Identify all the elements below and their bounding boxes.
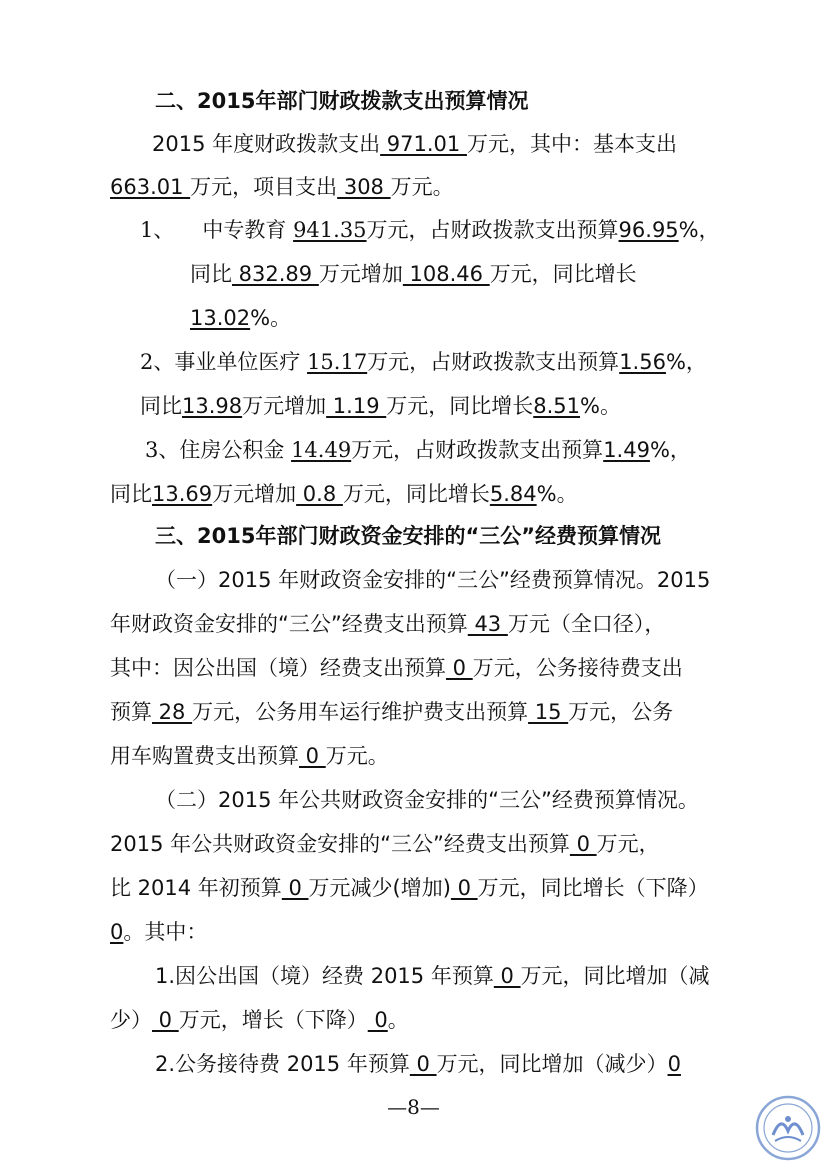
list-item-3: 3、住房公积金 14.49万元，占财政拨款支出预算1.49%， xyxy=(145,438,691,462)
underlined-value: 0 xyxy=(110,920,124,944)
school-seal-icon xyxy=(755,1095,821,1161)
underlined-value: 663.01 xyxy=(110,175,191,199)
paragraph-line: 13.02%。 xyxy=(190,306,292,330)
underlined-value: 43 xyxy=(467,612,508,636)
underlined-value: 0 xyxy=(299,744,326,768)
paragraph-line: 其中：因公出国（境）经费支出预算 0 万元，公务接待费支出 xyxy=(110,656,683,680)
underlined-value: 0 xyxy=(667,1052,681,1076)
paragraph-line: 同比13.98万元增加 1.19 万元，同比增长8.51%。 xyxy=(140,394,621,418)
underlined-value: 0.8 xyxy=(296,482,343,506)
underlined-value: 308 xyxy=(337,175,391,199)
underlined-value: 1.56 xyxy=(619,350,666,374)
paragraph-line: 663.01 万元，项目支出 308 万元。 xyxy=(110,175,454,199)
underlined-value: 96.95 xyxy=(618,218,679,242)
underlined-value: 0 xyxy=(367,1008,388,1032)
underlined-value: 0 xyxy=(446,656,473,680)
underlined-value: 0 xyxy=(569,832,597,856)
heading-section-3: 三、2015年部门财政资金安排的“三公”经费预算情况 xyxy=(155,524,662,548)
underlined-value: 0 xyxy=(152,1008,179,1032)
list-item-1: 1、 中专教育 941.35万元，占财政拨款支出预算96.95%， xyxy=(140,218,720,242)
underlined-value: 13.02 xyxy=(190,306,251,330)
underlined-value: 832.89 xyxy=(232,262,319,286)
paragraph-line: 2015 年度财政拨款支出 971.01 万元，其中：基本支出 xyxy=(152,132,677,156)
paragraph-line: 预算 28 万元，公务用车运行维护费支出预算 15 万元，公务 xyxy=(110,700,674,724)
paragraph-line: （一）2015 年财政资金安排的“三公”经费预算情况。2015 xyxy=(155,568,711,592)
heading-section-2: 二、2015年部门财政拨款支出预算情况 xyxy=(155,89,529,113)
underlined-value: 941.35 xyxy=(293,218,367,242)
paragraph-line: 2.公务接待费 2015 年预算 0 万元，同比增加（减少）0 xyxy=(155,1052,681,1076)
paragraph-line: 0。其中： xyxy=(110,920,208,944)
paragraph-line: 用车购置费支出预算 0 万元。 xyxy=(110,744,389,768)
list-item-2: 2、事业单位医疗 15.17万元，占财政拨款支出预算1.56%， xyxy=(140,350,707,374)
paragraph-line: 1.因公出国（境）经费 2015 年预算 0 万元，同比增加（减 xyxy=(155,964,710,988)
paragraph-line: 年财政资金安排的“三公”经费支出预算 43 万元（全口径）， xyxy=(110,612,666,636)
underlined-value: 14.49 xyxy=(291,438,352,462)
paragraph-line: 同比 832.89 万元增加 108.46 万元，同比增长 xyxy=(190,262,637,286)
underlined-value: 5.84 xyxy=(489,482,537,506)
underlined-value: 0 xyxy=(493,964,521,988)
underlined-value: 28 xyxy=(152,700,193,724)
underlined-value: 15.17 xyxy=(307,350,368,374)
underlined-value: 8.51 xyxy=(533,394,580,418)
underlined-value: 108.46 xyxy=(402,262,490,286)
underlined-value: 971.01 xyxy=(380,132,467,156)
underlined-value: 0 xyxy=(409,1052,437,1076)
underlined-value: 15 xyxy=(528,700,569,724)
underlined-value: 13.69 xyxy=(152,482,213,506)
underlined-value: 0 xyxy=(281,876,309,900)
paragraph-line: 2015 年公共财政资金安排的“三公”经费支出预算 0 万元， xyxy=(110,832,660,856)
paragraph-line: （二）2015 年公共财政资金安排的“三公”经费预算情况。 xyxy=(155,788,699,812)
underlined-value: 0 xyxy=(450,876,478,900)
paragraph-line: 同比13.69万元增加 0.8 万元，同比增长5.84%。 xyxy=(110,482,578,506)
underlined-value: 1.49 xyxy=(603,438,650,462)
paragraph-line: 少） 0 万元，增长（下降） 0。 xyxy=(110,1008,409,1032)
underlined-value: 1.19 xyxy=(326,394,387,418)
page-number: —8— xyxy=(387,1095,440,1119)
underlined-value: 13.98 xyxy=(182,394,243,418)
paragraph-line: 比 2014 年初预算 0 万元减少(增加) 0 万元，同比增长（下降） xyxy=(110,876,709,900)
